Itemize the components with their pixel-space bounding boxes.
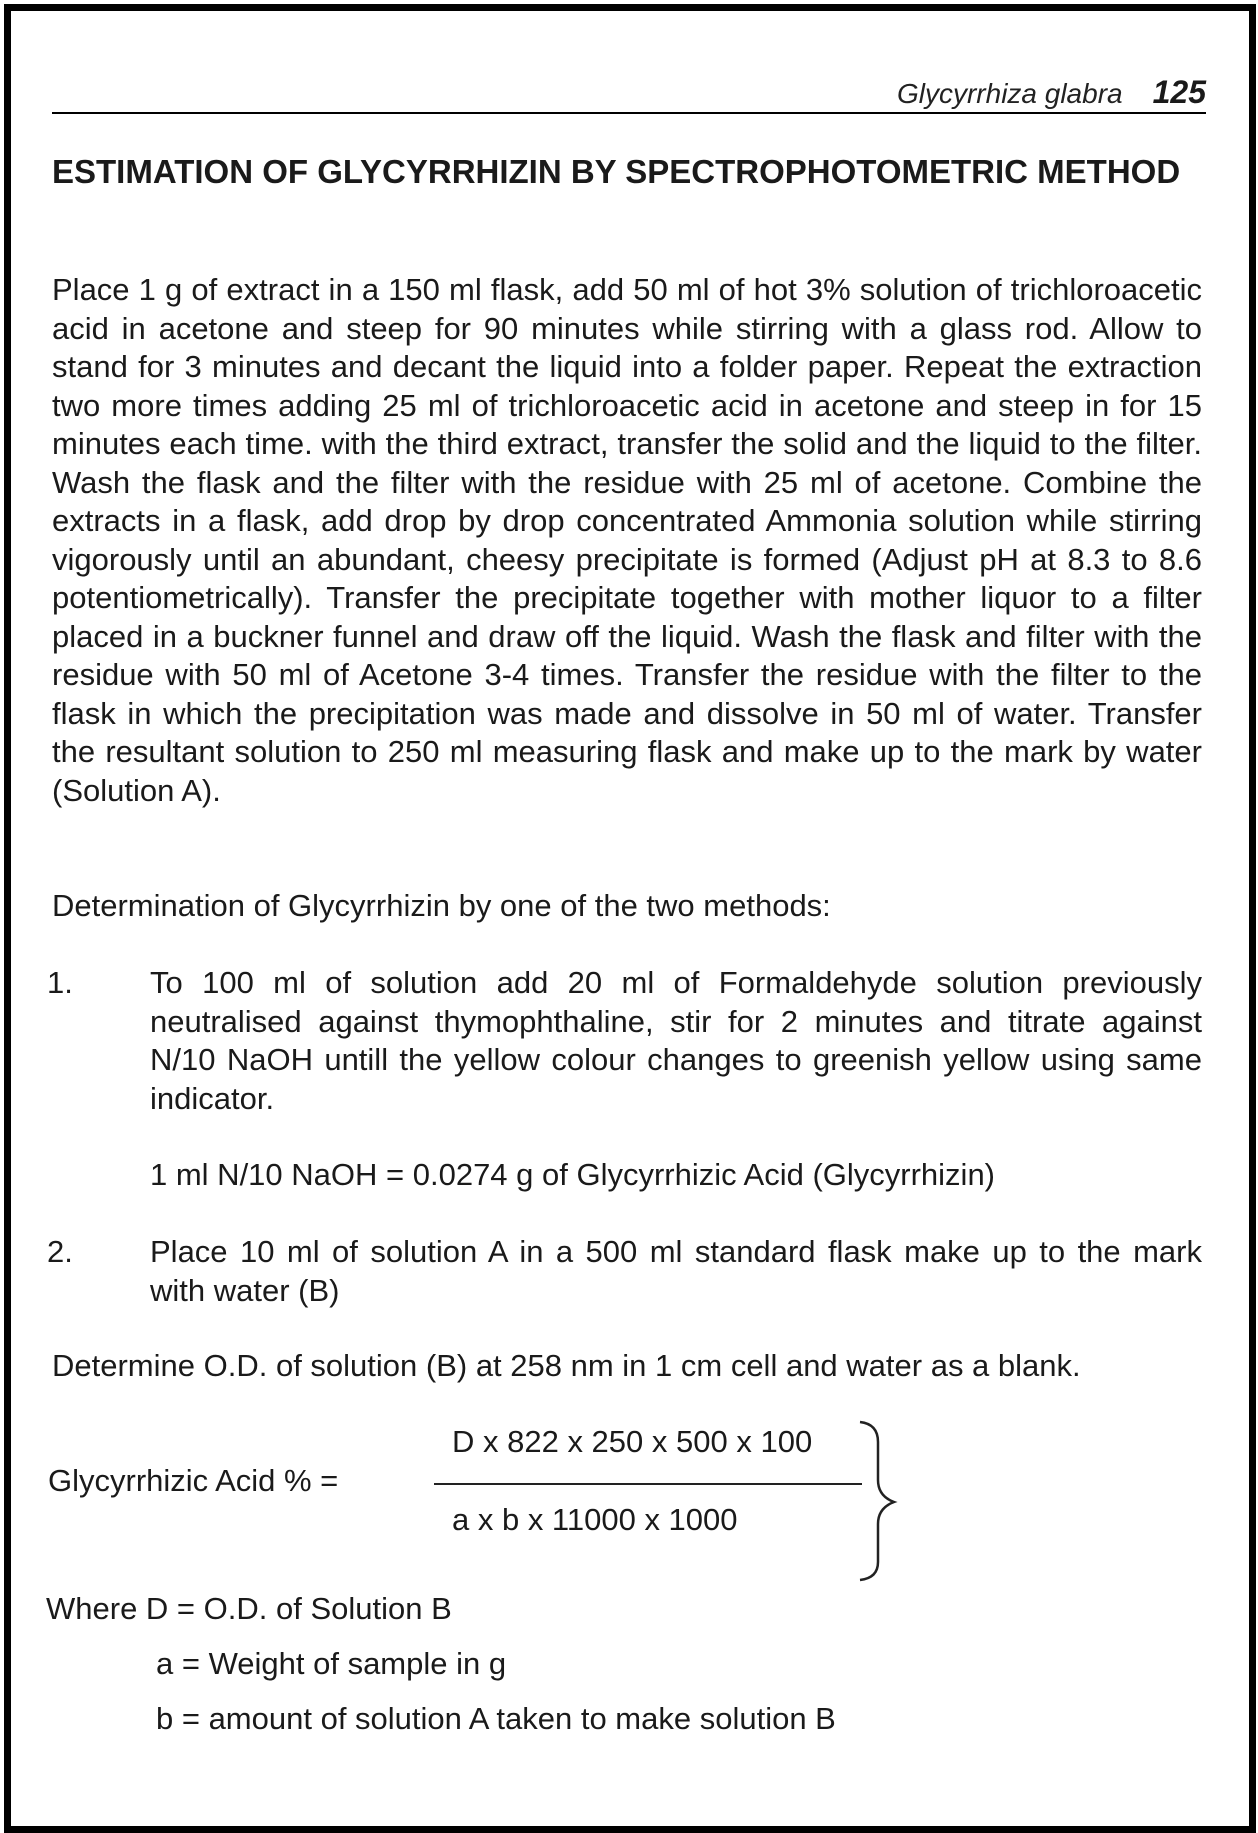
method-item-2 — [47, 1233, 1202, 1310]
where-b: b = amount of solution A taken to make solution B — [156, 1701, 836, 1736]
formula-denominator: a x b x 11000 x 1000 — [452, 1502, 738, 1537]
item-text: Place 10 ml of solution A in a 500 ml standard flask make up to the mark with water (B) — [150, 1234, 1202, 1308]
fraction-bar — [434, 1483, 862, 1485]
item-number: 2. — [47, 1234, 73, 1269]
right-brace-icon — [856, 1418, 906, 1584]
methods-intro: Determination of Glycyrrhizin by one of the two methods: — [52, 888, 831, 923]
formula-numerator: D x 822 x 250 x 500 x 100 — [452, 1424, 813, 1459]
equivalence-line: 1 ml N/10 NaOH = 0.0274 g of Glycyrrhizic Acid (Glycyrrhizin) — [150, 1157, 996, 1192]
determine-paragraph: Determine O.D. of solution (B) at 258 nm in 1 cm cell and water as a blank. — [52, 1348, 1081, 1383]
item-text: To 100 ml of solution add 20 ml of Formaldehyde solution previously neutralised against thymophthaline, stir for 2 minutes and titrate against N/10 NaOH untill the yellow colour changes to greenish yellow using same indicator. — [150, 965, 1202, 1116]
where-a: a = Weight of sample in g — [156, 1646, 507, 1681]
where-d: Where D = O.D. of Solution B — [46, 1591, 452, 1626]
running-title: Glycyrrhiza glabra — [896, 78, 1123, 109]
procedure-paragraph: Place 1 g of extract in a 150 ml flask, add 50 ml of hot 3% solution of trichloroacetic acid in acetone and steep for 90 minutes while stirring with a glass rod. Allow to stand for 3 minutes and decant the liquid into a folder paper. Repeat the extraction two more times adding 25 ml of trichloroacetic acid in acetone and steep in for 15 minutes each time. with the third extract, transfer the solid and the liquid to the filter. Wash the flask and the filter with the residue with 25 ml of acetone. Combine the extracts in a flask, add drop by drop concentrated Ammonia solution while stirring vigorously until an abundant, cheesy precipitate is formed (Adjust pH at 8.3 to 8.6 potentiometrically). Transfer the precipitate together with mother liquor to a filter placed in a buckner funnel and draw off the liquid. Wash the flask and filter with the residue with 50 ml of Acetone 3-4 times. Transfer the residue with the filter to the flask in which the precipitation was made and dissolve in 50 ml of water. Transfer the resultant solution to 250 ml measuring flask and make up to the mark by water (Solution A). — [52, 272, 1202, 808]
item-number: 1. — [47, 965, 73, 1000]
section-heading: ESTIMATION OF GLYCYRRHIZIN BY SPECTROPHOTOMETRIC METHOD — [52, 153, 1181, 190]
page-number: 125 — [1152, 74, 1206, 110]
page-header — [52, 74, 1206, 114]
method-item-1 — [47, 964, 1202, 1118]
formula-label: Glycyrrhizic Acid % = — [48, 1463, 339, 1498]
